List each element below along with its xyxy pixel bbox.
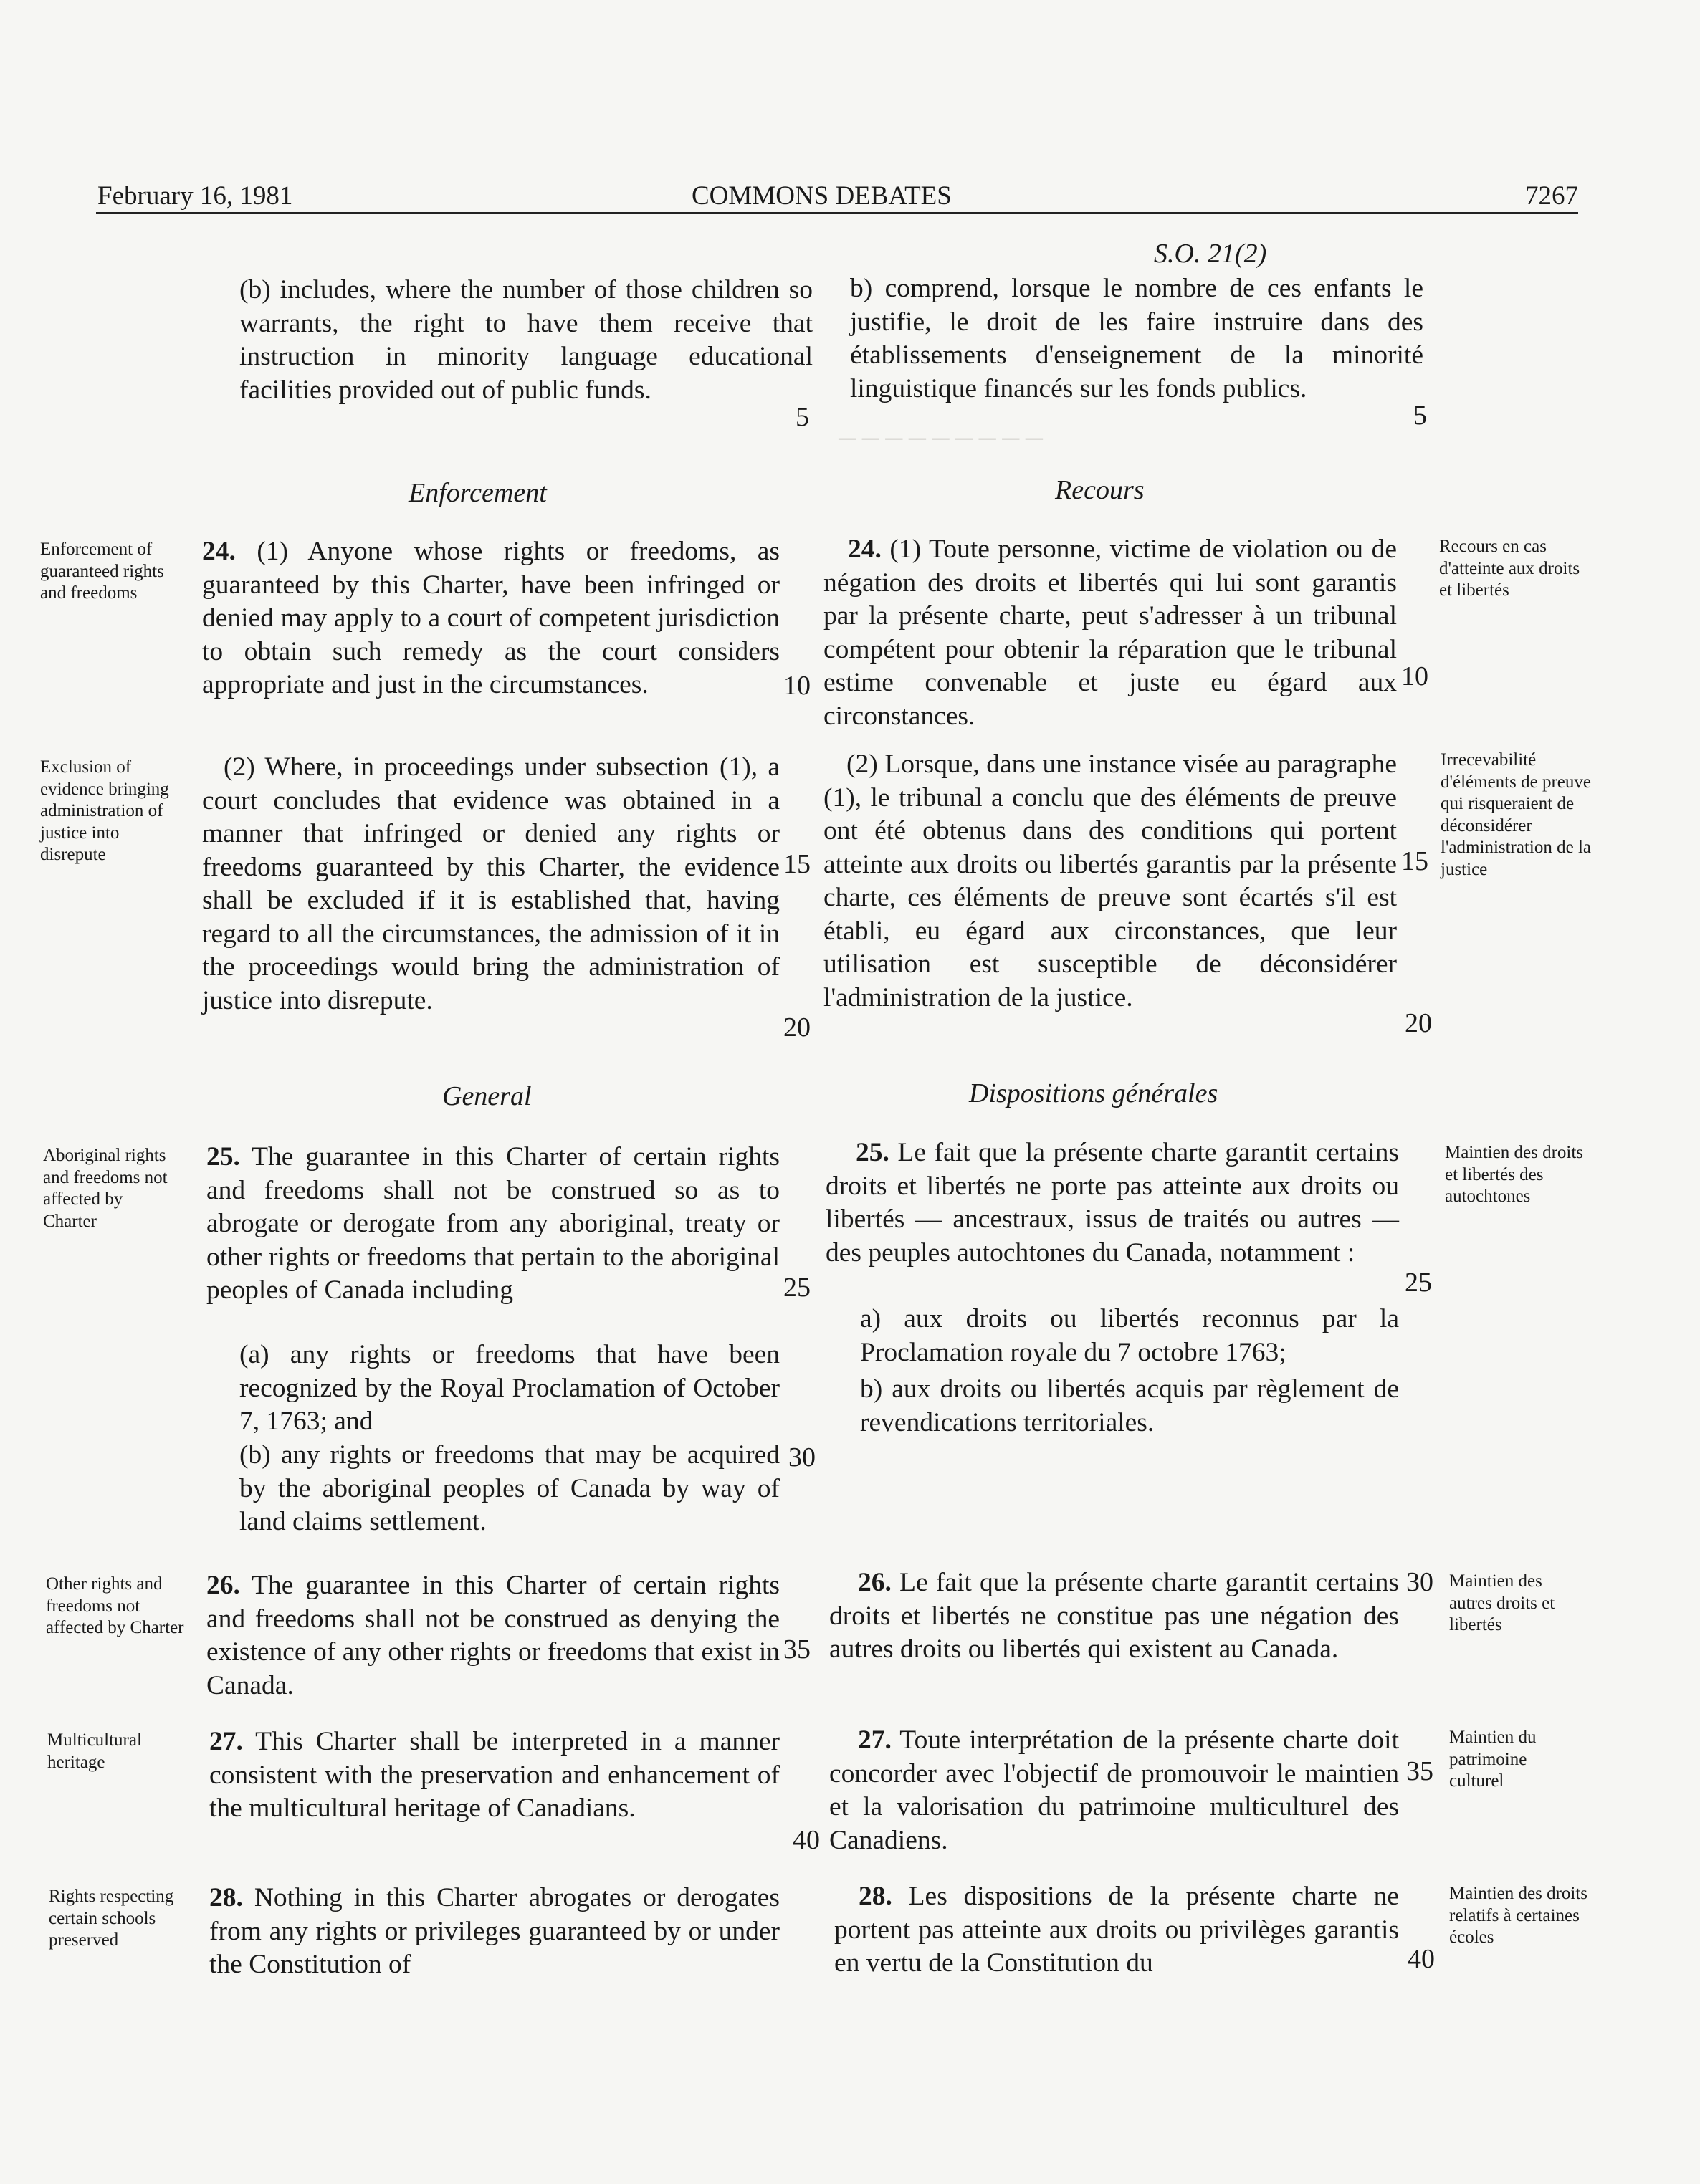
en-section-27 <box>209 1725 780 1826</box>
en-section-28 <box>209 1882 780 1982</box>
fr-section-25 <box>826 1136 1399 1270</box>
bleed-through-text: ─ ─ ─ ─ ─ ─ ─ ─ ─ <box>839 426 1043 452</box>
fr-s25-text: Le fait que la présente charte garantit certains droits et libertés ne porte pas atteinte aux droits ou libertés — ancestraux, issus de traités ou autres — des peuples autochtones du Canada, notamment : <box>826 1138 1399 1268</box>
fr-section-25-a <box>860 1303 1399 1369</box>
en-s24-2-text: (2) Where, in proceedings under subsection (1), a court concludes that evidence was obtained in a manner that infringed or denied any rights or freedoms guaranteed by this Charter, the evidence shall be excluded if it is established that, having regard to all the circumstances, the admission of it in the proceedings would bring the administration of justice into disrepute. <box>202 752 780 1015</box>
en-line-number: 25 <box>783 1273 811 1303</box>
en-section-24-2 <box>202 751 780 1017</box>
margin-note-multicultural-heritage: Multicultural heritage <box>47 1730 142 1772</box>
margin-note-autres-droits: Maintien des autres droits et libertés <box>1449 1571 1555 1634</box>
fr-paragraph-b-text: b) comprend, lorsque le nombre de ces enfants le justifie, le droit de les faire instruire dans des établissements d'enseignement de la minorité linguistique financés sur les fonds publics. <box>850 274 1423 403</box>
header-page-number: 7267 <box>1525 181 1578 211</box>
fr-line-number: 35 <box>1406 1756 1433 1786</box>
fr-section-25-b <box>860 1373 1399 1440</box>
en-s25-number: 25. <box>206 1142 240 1172</box>
en-s28-text: Nothing in this Charter abrogates or derogates from any rights or privileges guaranteed by or under the Constitution of <box>209 1883 780 1979</box>
fr-s24-number: 24. <box>848 535 882 564</box>
en-s25-a-text: (a) any rights or freedoms that have been recognized by the Royal Proclamation of October 7, 1763; and <box>239 1340 780 1436</box>
en-s24-1-text: (1) Anyone whose rights or freedoms, as guaranteed by this Charter, have been infringed or denied may apply to a court of competent jurisdiction to obtain such remedy as the court considers appropriate and just in the circumstances. <box>202 537 780 699</box>
en-paragraph-b <box>206 274 813 407</box>
en-heading-enforcement: Enforcement <box>409 478 547 508</box>
fr-s25-b-text: b) aux droits ou libertés acquis par règlement de revendications territoriales. <box>860 1374 1399 1437</box>
en-section-25 <box>206 1141 780 1308</box>
header-title: COMMONS DEBATES <box>692 181 952 211</box>
fr-s25-a-text: a) aux droits ou libertés reconnus par la Proclamation royale du 7 octobre 1763; <box>860 1304 1399 1367</box>
fr-s27-text: Toute interprétation de la présente charte doit concorder avec l'objectif de promouvoir le maintien et la valorisation du patrimoine multiculturel des Canadiens. <box>829 1725 1399 1855</box>
en-section-26 <box>206 1569 780 1702</box>
margin-note-aboriginal-rights: Aboriginal rights and freedoms not affected by Charter <box>43 1146 168 1231</box>
en-line-number: 35 <box>783 1634 811 1665</box>
fr-s24-1-text: (1) Toute personne, victime de violation ou de négation des droits et libertés qui lui sont garantis par la présente charte, peut s'adresser à un tribunal compétent pour obtenir la réparation que le tribunal estime convenable et juste eu égard aux circonstances. <box>823 535 1397 731</box>
en-section-25-a <box>239 1338 780 1439</box>
en-s28-number: 28. <box>209 1883 243 1912</box>
fr-heading-recours: Recours <box>1055 475 1145 505</box>
en-section-25-b <box>239 1439 780 1539</box>
header-rule <box>96 212 1578 214</box>
en-heading-general: General <box>442 1081 532 1111</box>
en-line-number: 20 <box>783 1012 811 1043</box>
en-paragraph-b-text: (b) includes, where the number of those children so warrants, the right to have them receive that instruction in minority language educational facilities provided out of public funds. <box>239 275 813 405</box>
margin-note-schools: Rights respecting certain schools preserved <box>49 1887 174 1950</box>
margin-note-patrimoine: Maintien du patrimoine culturel <box>1449 1728 1537 1791</box>
fr-s26-number: 26. <box>858 1568 892 1597</box>
fr-line-number: 40 <box>1408 1944 1435 1974</box>
en-line-number: 5 <box>796 402 809 432</box>
en-section-24-1 <box>202 535 780 702</box>
fr-section-28 <box>834 1880 1399 1981</box>
fr-section-27 <box>829 1724 1399 1857</box>
fr-s28-number: 28. <box>859 1882 892 1911</box>
header-date: February 16, 1981 <box>97 181 293 211</box>
fr-s24-2-text: (2) Lorsque, dans une instance visée au paragraphe (1), le tribunal a conclu que des éléments de preuve ont été obtenus dans des conditions qui portent atteinte aux droits ou libertés garantis par la présente charte, ces éléments de preuve sont écartés s'il est établi, eu égard aux circonstances, que leur utilisation est susceptible de déconsidérer l'administration de la justice. <box>823 749 1397 1012</box>
margin-note-irrecevabilite: Irrecevabilité d'éléments de preuve qui risqueraient de déconsidérer l'administration de la justice <box>1441 750 1592 879</box>
fr-section-26 <box>829 1566 1399 1667</box>
en-line-number: 15 <box>783 849 811 879</box>
fr-section-24-1 <box>823 533 1397 733</box>
en-s26-number: 26. <box>206 1571 240 1600</box>
margin-note-recours: Recours en cas d'atteinte aux droits et libertés <box>1439 537 1580 600</box>
en-line-number: 40 <box>793 1825 820 1855</box>
en-s27-number: 27. <box>209 1727 243 1756</box>
fr-line-number: 25 <box>1405 1268 1432 1298</box>
margin-note-exclusion-of-evidence: Exclusion of evidence bringing administration of justice into disrepute <box>40 757 169 864</box>
fr-s26-text: Le fait que la présente charte garantit certains droits et libertés ne constitue pas une négation des autres droits ou libertés qui existent au Canada. <box>829 1568 1399 1664</box>
en-s24-number: 24. <box>202 537 236 566</box>
margin-note-droits-autochtones: Maintien des droits et libertés des autochtones <box>1445 1143 1584 1206</box>
margin-note-other-rights: Other rights and freedoms not affected by Charter <box>46 1574 184 1637</box>
fr-heading-dispositions: Dispositions générales <box>969 1078 1218 1108</box>
en-s26-text: The guarantee in this Charter of certain rights and freedoms shall not be construed as denying the existence of any other rights or freedoms that exist in Canada. <box>206 1571 780 1700</box>
margin-note-ecoles: Maintien des droits relatifs à certaines écoles <box>1449 1884 1588 1947</box>
fr-line-number: 15 <box>1401 846 1428 876</box>
en-line-number: 10 <box>783 671 811 701</box>
en-line-number: 30 <box>788 1442 816 1472</box>
en-s25-b-text: (b) any rights or freedoms that may be acquired by the aboriginal peoples of Canada by way of land claims settlement. <box>239 1440 780 1536</box>
fr-line-number: 30 <box>1406 1567 1433 1597</box>
margin-note-enforcement: Enforcement of guaranteed rights and freedoms <box>40 540 164 603</box>
en-s27-text: This Charter shall be interpreted in a manner consistent with the preservation and enhancement of the multicultural heritage of Canadians. <box>209 1727 780 1823</box>
fr-line-number: 20 <box>1405 1008 1432 1038</box>
fr-line-number: 10 <box>1401 661 1428 691</box>
fr-section-24-2 <box>823 748 1397 1015</box>
standing-order-ref: S.O. 21(2) <box>1154 239 1267 269</box>
fr-s25-number: 25. <box>856 1138 889 1167</box>
fr-s27-number: 27. <box>858 1725 892 1755</box>
fr-s28-text: Les dispositions de la présente charte ne portent pas atteinte aux droits ou privilèges garantis en vertu de la Constitution du <box>834 1882 1399 1978</box>
fr-line-number: 5 <box>1413 401 1427 431</box>
en-s25-text: The guarantee in this Charter of certain rights and freedoms shall not be construed so as to abrogate or derogate from any aboriginal, treaty or other rights or freedoms that pertain to the aboriginal peoples of Canada including <box>206 1142 780 1305</box>
fr-paragraph-b <box>817 272 1423 406</box>
